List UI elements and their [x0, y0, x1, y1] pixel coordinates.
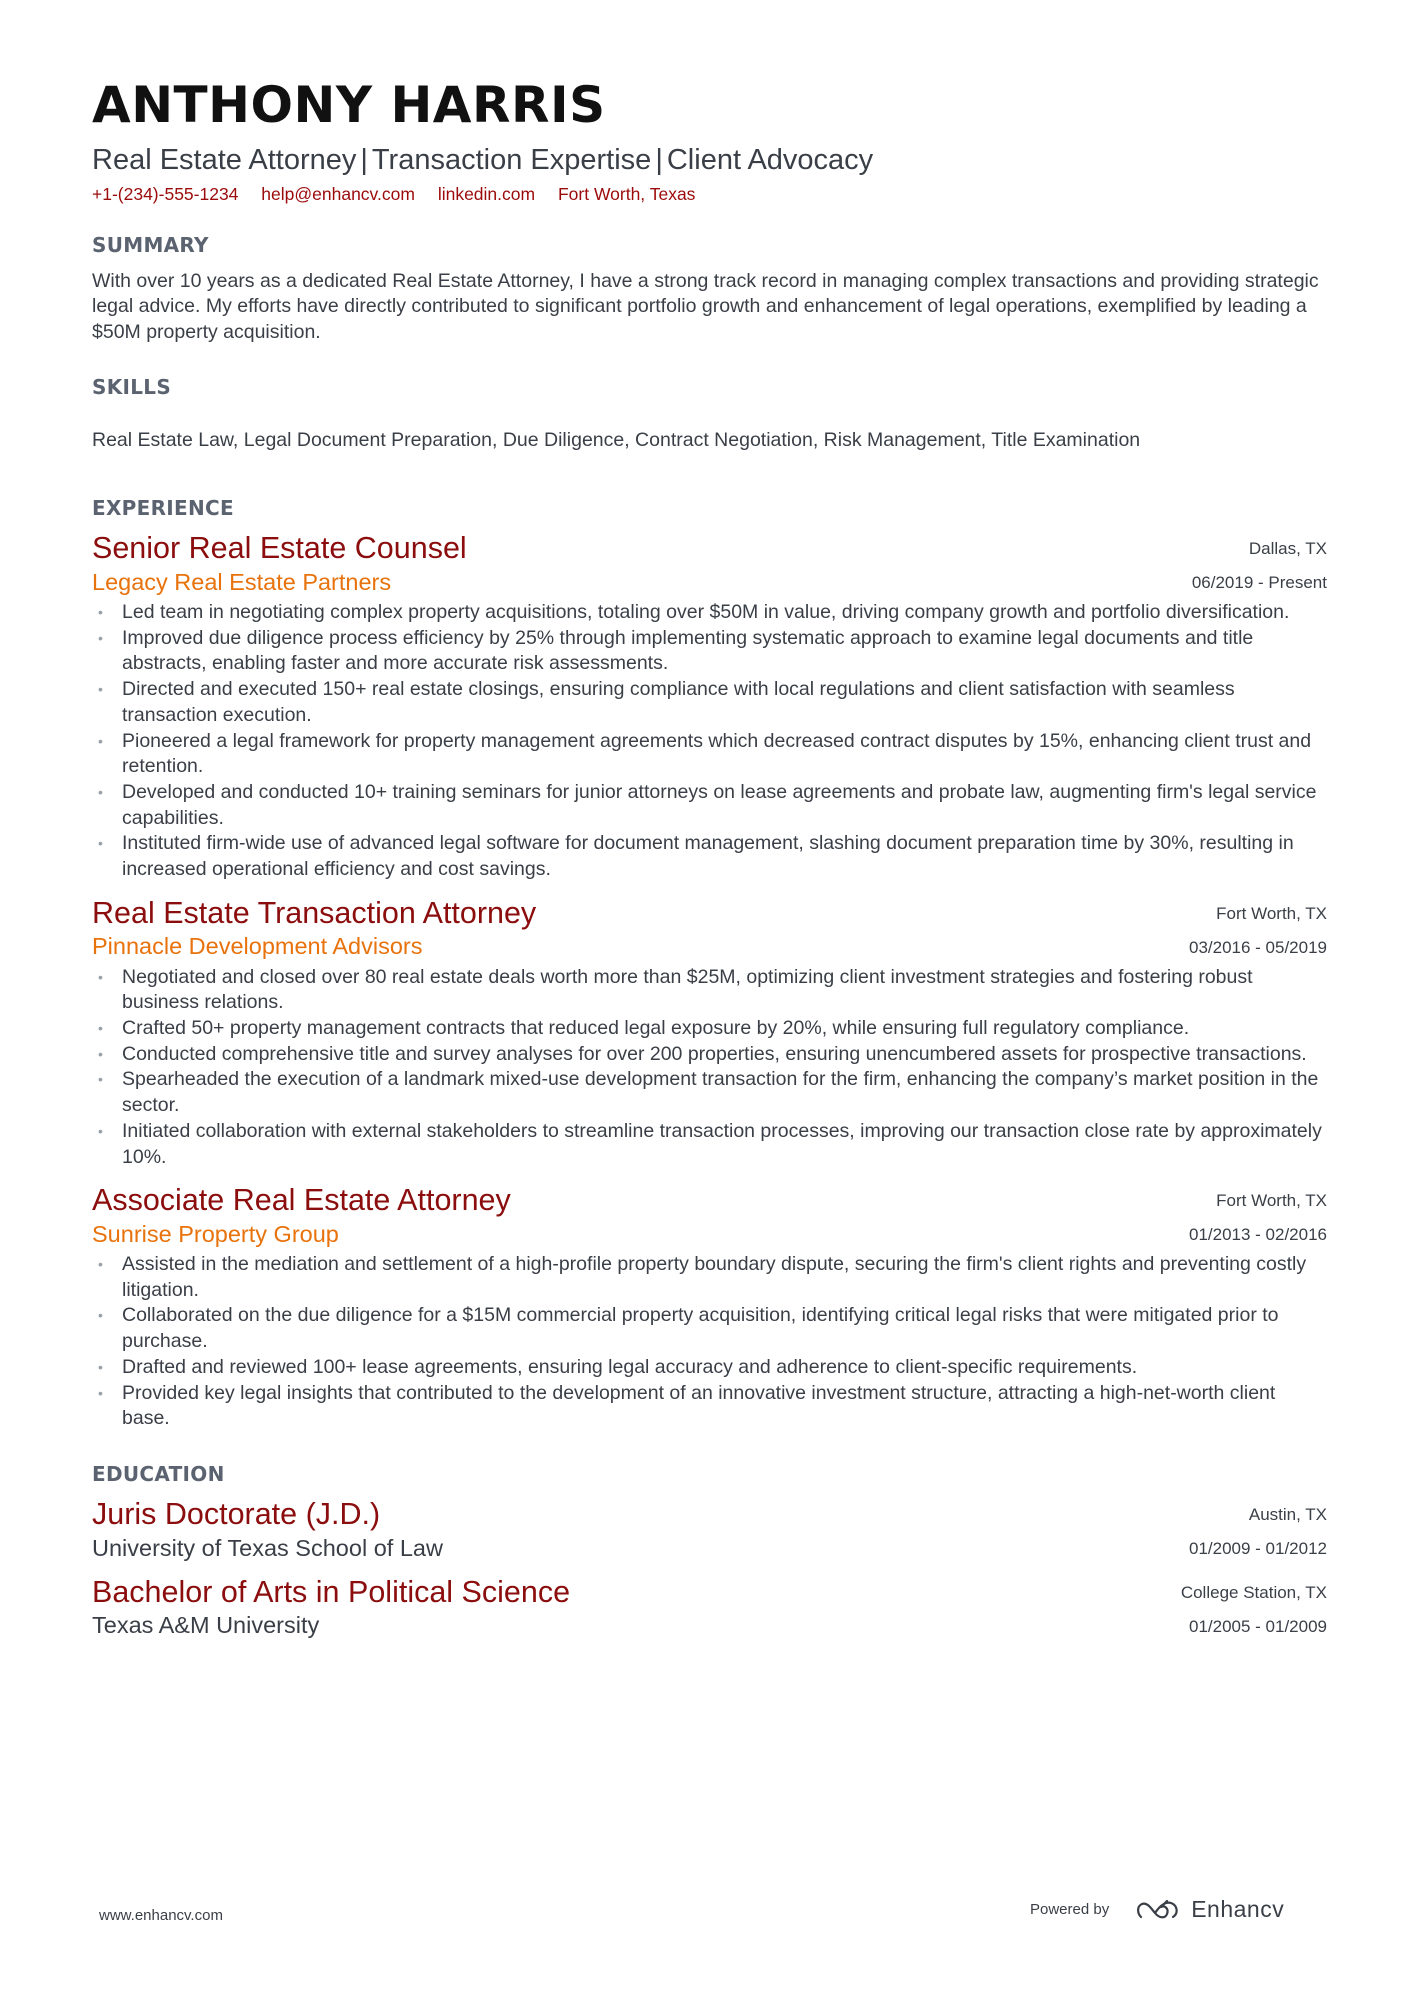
resume-content — [92, 78, 1327, 1639]
bullet-item: • Negotiated and closed over 80 real estate deals worth more than $25M, optimizing client investment strategies and fostering robust business relations. — [92, 965, 1327, 1016]
section-title-education: EDUCATION — [92, 1461, 225, 1486]
bullet-item: • Pioneered a legal framework for property management agreements which decreased contract disputes by 15%, enhancing client trust and retention. — [92, 729, 1327, 780]
experience-entry — [92, 895, 1327, 1170]
school-name: University of Texas School of Law — [92, 1534, 443, 1561]
footer-website-link[interactable]: www.enhancv.com — [99, 1907, 223, 1924]
education-entry — [92, 1574, 1327, 1640]
job-bullets — [92, 965, 1327, 1171]
headline-part: Transaction Expertise — [371, 144, 652, 176]
job-meta — [1189, 897, 1327, 965]
company-name: Legacy Real Estate Partners — [92, 568, 392, 595]
job-title: Associate Real Estate Attorney — [92, 1183, 511, 1218]
footer-branding — [1030, 1896, 1284, 1923]
education-meta — [1189, 1498, 1327, 1566]
headline — [92, 143, 1327, 178]
bullet-item: • Improved due diligence process efficiency by 25% through implementing systematic approach to examine legal documents and title abstracts, enabling faster and more accurate risk assessments. — [92, 626, 1327, 677]
bullet-item: • Initiated collaboration with external stakeholders to streamline transaction processes, improving our transaction close rate by approximately 10%. — [92, 1119, 1327, 1170]
skills-text: Real Estate Law, Legal Document Preparation, Due Diligence, Contract Negotiation, Risk Management, Title Examination — [92, 429, 1141, 452]
job-dates: 01/2013 - 02/2016 — [1188, 1225, 1327, 1245]
education-dates: 01/2009 - 01/2012 — [1188, 1538, 1327, 1558]
education-section — [92, 1462, 1327, 1640]
headline-separator: | — [360, 144, 368, 176]
resume-header — [92, 78, 1327, 205]
headline-part: Real Estate Attorney — [92, 144, 357, 176]
linkedin-link[interactable]: linkedin.com — [437, 183, 536, 204]
job-dates: 03/2016 - 05/2019 — [1188, 937, 1327, 957]
skills-section — [92, 375, 1327, 452]
school-name: Texas A&M University — [92, 1612, 320, 1639]
bullet-item: • Assisted in the mediation and settlement of a high-profile property boundary dispute, securing the firm's client rights and preventing costly litigation. — [92, 1252, 1327, 1303]
bullet-item: • Developed and conducted 10+ training seminars for junior attorneys on lease agreements and probate law, augmenting firm's legal service capabilities. — [92, 780, 1327, 831]
experience-entry — [92, 530, 1327, 883]
bullet-item: • Spearheaded the execution of a landmark mixed-use development transaction for the firm, enhancing the company’s market position in the sector. — [92, 1067, 1327, 1118]
bullet-item: • Collaborated on the due diligence for a $15M commercial property acquisition, identifying critical legal risks that were mitigated prior to purchase. — [92, 1303, 1327, 1354]
degree-title: Bachelor of Arts in Political Science — [92, 1574, 571, 1609]
summary-section — [92, 233, 1327, 346]
bullet-item: • Instituted firm-wide use of advanced legal software for document management, slashing document preparation time by 30%, resulting in increased operational efficiency and cost savings. — [92, 831, 1327, 882]
job-meta — [1192, 532, 1327, 600]
brand-name: Enhancv — [1191, 1896, 1285, 1922]
bullet-item: • Crafted 50+ property management contracts that reduced legal exposure by 20%, while ensuring full regulatory compliance. — [92, 1016, 1327, 1042]
enhancv-logo-icon — [1135, 1897, 1183, 1923]
headline-part: Client Advocacy — [666, 144, 874, 176]
job-title: Senior Real Estate Counsel — [92, 531, 467, 566]
headline-separator: | — [655, 144, 663, 176]
job-location: Fort Worth, TX — [1216, 1191, 1327, 1211]
experience-entry — [92, 1182, 1327, 1432]
phone-link[interactable]: +1-(234)-555-1234 — [92, 183, 239, 204]
candidate-name: ANTHONY HARRIS — [92, 76, 606, 134]
bullet-item: • Provided key legal insights that contributed to the development of an innovative investment structure, attracting a high-net-worth client base. — [92, 1381, 1327, 1432]
education-location: Austin, TX — [1248, 1504, 1327, 1524]
section-title-skills: SKILLS — [92, 375, 172, 400]
powered-by-label: Powered by — [1030, 1901, 1110, 1918]
bullet-item: • Directed and executed 150+ real estate closings, ensuring compliance with local regulations and client satisfaction with seamless transaction execution. — [92, 677, 1327, 728]
email-link[interactable]: help@enhancv.com — [261, 183, 415, 204]
bullet-item: • Conducted comprehensive title and survey analyses for over 200 properties, ensuring unencumbered assets for prospective transactions. — [92, 1042, 1327, 1068]
bullet-item: • Led team in negotiating complex property acquisitions, totaling over $50M in value, driving company growth and portfolio diversification. — [92, 600, 1327, 626]
bullet-item: • Drafted and reviewed 100+ lease agreements, ensuring legal accuracy and adherence to client-specific requirements. — [92, 1355, 1327, 1381]
location-text: Fort Worth, Texas — [557, 183, 696, 204]
job-location: Fort Worth, TX — [1216, 903, 1327, 923]
education-entry — [92, 1496, 1327, 1562]
section-title-summary: SUMMARY — [92, 232, 209, 257]
degree-title: Juris Doctorate (J.D.) — [92, 1496, 381, 1531]
education-meta — [1181, 1576, 1327, 1644]
education-dates: 01/2005 - 01/2009 — [1188, 1616, 1327, 1636]
summary-text: With over 10 years as a dedicated Real Estate Attorney, I have a strong track record in managing complex transactions and providing strategic legal advice. My efforts have directly contributed to significant portfolio growth and enhancement of legal operations, exemplified by leading a $50M property acquisition. — [92, 269, 1319, 343]
job-location: Dallas, TX — [1248, 539, 1327, 559]
company-name: Sunrise Property Group — [92, 1220, 339, 1247]
job-title: Real Estate Transaction Attorney — [92, 895, 537, 930]
company-name: Pinnacle Development Advisors — [92, 933, 423, 960]
job-meta — [1189, 1184, 1327, 1252]
section-title-experience: EXPERIENCE — [92, 496, 234, 521]
job-bullets — [92, 600, 1327, 883]
contact-info — [92, 184, 1327, 205]
job-bullets — [92, 1252, 1327, 1432]
experience-section — [92, 496, 1327, 1432]
education-location: College Station, TX — [1180, 1582, 1327, 1602]
job-dates: 06/2019 - Present — [1191, 573, 1327, 593]
